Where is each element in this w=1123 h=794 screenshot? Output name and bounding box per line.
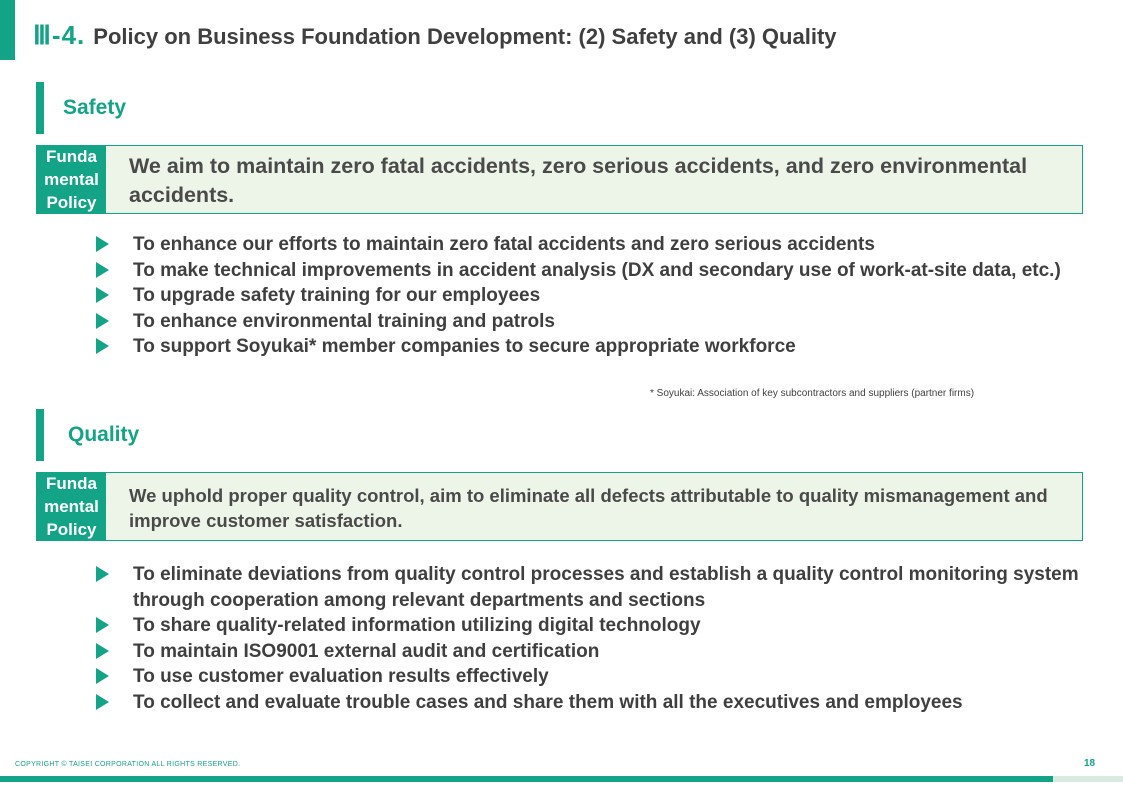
copyright-notice: COPYRIGHT © TAISEI CORPORATION ALL RIGHTS RESERVED. — [15, 761, 241, 768]
triangle-bullet-icon — [96, 287, 109, 303]
safety-policy-box — [36, 145, 1083, 214]
triangle-bullet-icon — [96, 643, 109, 659]
triangle-bullet-icon — [96, 668, 109, 684]
safety-policy-tag — [37, 146, 106, 213]
safety-list — [96, 232, 1096, 360]
quality-heading-bar — [36, 409, 44, 461]
list-item: To use customer evaluation results effectively — [96, 664, 1096, 690]
quality-list — [96, 562, 1096, 715]
triangle-bullet-icon — [96, 338, 109, 354]
page-number: 18 — [1084, 758, 1096, 769]
quality-heading: Quality — [68, 423, 140, 446]
quality-policy-tag-line: Policy — [46, 520, 97, 539]
list-item: To eliminate deviations from quality control processes and establish a quality control monitoring system through cooperation among relevant departments and sections — [96, 562, 1096, 613]
safety-policy-text: We aim to maintain zero fatal accidents, zero serious accidents, and zero environmental accidents. — [129, 154, 1028, 207]
triangle-bullet-icon — [96, 617, 109, 633]
triangle-bullet-icon — [96, 262, 109, 278]
quality-policy-tag — [37, 473, 106, 540]
list-item: To maintain ISO9001 external audit and certification — [96, 639, 1096, 665]
safety-heading-bar — [36, 82, 44, 134]
quality-policy-box — [36, 472, 1083, 541]
left-accent-tab — [0, 0, 15, 60]
safety-policy-tag-line: Policy — [46, 193, 97, 212]
list-item: To enhance our efforts to maintain zero fatal accidents and zero serious accidents — [96, 232, 1096, 258]
quality-policy-tag-line: Funda — [45, 474, 97, 493]
footer-bar-light — [1053, 776, 1123, 782]
list-item: To make technical improvements in accident analysis (DX and secondary use of work-at-site data, etc.) — [96, 258, 1096, 284]
quality-policy-tag-line: mental — [44, 497, 99, 516]
list-item: To share quality-related information utilizing digital technology — [96, 613, 1096, 639]
list-item: To collect and evaluate trouble cases and share them with all the executives and employees — [96, 690, 1096, 716]
triangle-bullet-icon — [96, 313, 109, 329]
section-number: Ⅲ-4. — [33, 20, 86, 50]
list-item: To upgrade safety training for our employees — [96, 283, 1096, 309]
triangle-bullet-icon — [96, 236, 109, 252]
page-title — [33, 20, 837, 51]
triangle-bullet-icon — [96, 566, 109, 582]
title-text: Policy on Business Foundation Development: (2) Safety and (3) Quality — [93, 24, 837, 49]
quality-policy-text: We uphold proper quality control, aim to eliminate all defects attributable to quality mismanagement and improve customer satisfaction. — [129, 485, 1048, 531]
triangle-bullet-icon — [96, 694, 109, 710]
list-item: To support Soyukai* member companies to secure appropriate workforce — [96, 334, 1096, 360]
list-item: To enhance environmental training and patrols — [96, 309, 1096, 335]
footnote: * Soyukai: Association of key subcontractors and suppliers (partner firms) — [650, 388, 975, 399]
footer-bar — [0, 776, 1053, 782]
safety-heading: Safety — [63, 96, 127, 119]
safety-policy-tag-line: Funda — [45, 147, 97, 166]
safety-policy-tag-line: mental — [44, 170, 99, 189]
